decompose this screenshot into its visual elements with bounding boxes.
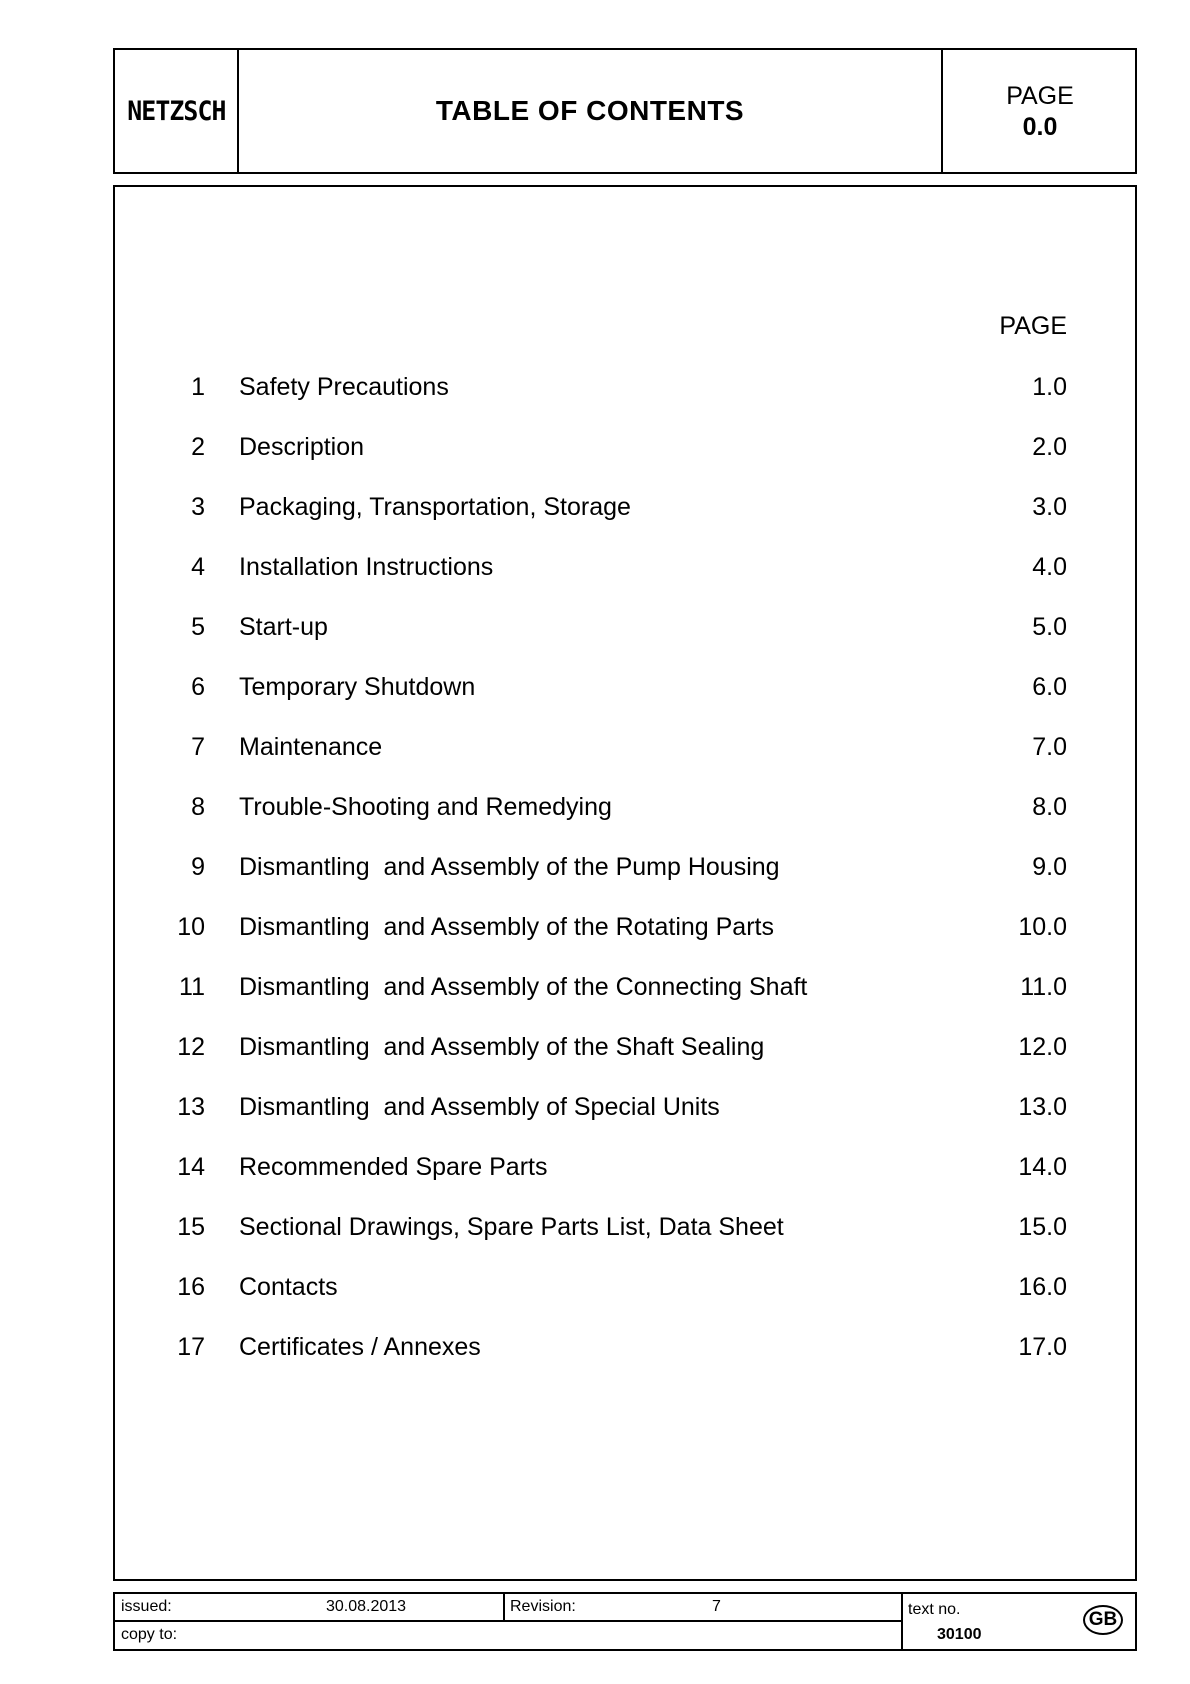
footer-divider-vertical bbox=[901, 1594, 903, 1649]
toc-number: 12 bbox=[177, 1033, 205, 1061]
toc-number: 17 bbox=[177, 1333, 205, 1361]
toc-entry-5[interactable] bbox=[115, 597, 1135, 657]
toc-entry-9[interactable] bbox=[115, 837, 1135, 897]
toc-entry-3[interactable] bbox=[115, 477, 1135, 537]
issued-date: 30.08.2013 bbox=[326, 1598, 407, 1615]
toc-page-ref: 5.0 bbox=[1032, 613, 1067, 641]
toc-entry-16[interactable] bbox=[115, 1257, 1135, 1317]
toc-title: Dismantling and Assembly of the Shaft Sealing bbox=[239, 1033, 765, 1061]
toc-page-column-heading: PAGE bbox=[999, 312, 1067, 340]
toc-page-ref: 14.0 bbox=[1018, 1153, 1067, 1181]
toc-number: 16 bbox=[177, 1273, 205, 1301]
toc-title: Dismantling and Assembly of the Connecting Shaft bbox=[239, 973, 808, 1001]
logo-cell bbox=[115, 50, 239, 172]
toc-page-ref: 9.0 bbox=[1032, 853, 1067, 881]
toc-entry-12[interactable] bbox=[115, 1017, 1135, 1077]
toc-page-ref: 11.0 bbox=[1020, 973, 1067, 1001]
toc-number: 10 bbox=[177, 913, 205, 941]
toc-page-ref: 17.0 bbox=[1018, 1333, 1067, 1361]
toc-number: 6 bbox=[191, 673, 205, 701]
toc-entry-2[interactable] bbox=[115, 417, 1135, 477]
revision-value: 7 bbox=[712, 1598, 721, 1615]
toc-page-ref: 7.0 bbox=[1032, 733, 1067, 761]
document-footer bbox=[113, 1592, 1137, 1651]
page-title: TABLE OF CONTENTS bbox=[435, 95, 745, 126]
toc-entry-11[interactable] bbox=[115, 957, 1135, 1017]
revision-label: Revision: bbox=[510, 1598, 576, 1615]
toc-entry-6[interactable] bbox=[115, 657, 1135, 717]
toc-number: 15 bbox=[177, 1213, 205, 1241]
toc-page-ref: 12.0 bbox=[1018, 1033, 1067, 1061]
toc-title: Dismantling and Assembly of the Rotating Parts bbox=[239, 913, 774, 941]
toc-title: Recommended Spare Parts bbox=[239, 1153, 548, 1181]
text-no-value: 30100 bbox=[937, 1626, 982, 1643]
language-badge: GB bbox=[1083, 1605, 1123, 1635]
toc-entry-15[interactable] bbox=[115, 1197, 1135, 1257]
toc-page-ref: 6.0 bbox=[1032, 673, 1067, 701]
toc-page-ref: 16.0 bbox=[1018, 1273, 1067, 1301]
footer-divider-horizontal bbox=[115, 1620, 901, 1622]
toc-entry-13[interactable] bbox=[115, 1077, 1135, 1137]
footer-divider-vertical bbox=[503, 1594, 505, 1621]
toc-number: 14 bbox=[177, 1153, 205, 1181]
toc-title: Dismantling and Assembly of the Pump Housing bbox=[239, 853, 780, 881]
page-number-cell bbox=[943, 50, 1137, 172]
toc-page-ref: 8.0 bbox=[1032, 793, 1067, 821]
issued-label: issued: bbox=[121, 1598, 172, 1615]
toc-entry-8[interactable] bbox=[115, 777, 1135, 837]
toc-page-ref: 4.0 bbox=[1032, 553, 1067, 581]
toc-entry-7[interactable] bbox=[115, 717, 1135, 777]
document-header bbox=[113, 48, 1137, 174]
toc-body bbox=[113, 185, 1137, 1581]
toc-title: Sectional Drawings, Spare Parts List, Data Sheet bbox=[239, 1213, 784, 1241]
toc-list bbox=[115, 357, 1135, 1377]
toc-title: Contacts bbox=[239, 1273, 338, 1301]
toc-title: Maintenance bbox=[239, 733, 383, 761]
toc-number: 8 bbox=[191, 793, 205, 821]
page-number: 0.0 bbox=[1022, 113, 1058, 141]
toc-number: 1 bbox=[191, 373, 205, 401]
text-no-label: text no. bbox=[908, 1601, 961, 1618]
toc-number: 9 bbox=[191, 853, 205, 881]
toc-number: 7 bbox=[191, 733, 205, 761]
toc-number: 11 bbox=[179, 973, 205, 1001]
toc-page-ref: 2.0 bbox=[1032, 433, 1067, 461]
toc-title: Dismantling and Assembly of Special Units bbox=[239, 1093, 720, 1121]
toc-title: Trouble-Shooting and Remedying bbox=[239, 793, 612, 821]
toc-number: 4 bbox=[191, 553, 205, 581]
toc-title: Installation Instructions bbox=[239, 553, 494, 581]
title-cell bbox=[239, 50, 943, 172]
toc-number: 2 bbox=[191, 433, 205, 461]
toc-title: Description bbox=[239, 433, 365, 461]
toc-title: Safety Precautions bbox=[239, 373, 449, 401]
toc-page-ref: 3.0 bbox=[1032, 493, 1067, 521]
toc-title: Temporary Shutdown bbox=[239, 673, 476, 701]
toc-number: 3 bbox=[191, 493, 205, 521]
toc-number: 5 bbox=[191, 613, 205, 641]
toc-number: 13 bbox=[177, 1093, 205, 1121]
toc-entry-10[interactable] bbox=[115, 897, 1135, 957]
toc-page-ref: 15.0 bbox=[1018, 1213, 1067, 1241]
toc-title: Packaging, Transportation, Storage bbox=[239, 493, 631, 521]
toc-title: Certificates / Annexes bbox=[239, 1333, 481, 1361]
copy-to-label: copy to: bbox=[121, 1626, 178, 1643]
toc-entry-4[interactable] bbox=[115, 537, 1135, 597]
toc-entry-14[interactable] bbox=[115, 1137, 1135, 1197]
toc-page-ref: 10.0 bbox=[1018, 913, 1067, 941]
toc-page-ref: 1.0 bbox=[1032, 373, 1067, 401]
toc-page-ref: 13.0 bbox=[1018, 1093, 1067, 1121]
page-label: PAGE bbox=[1006, 82, 1074, 110]
toc-entry-17[interactable] bbox=[115, 1317, 1135, 1377]
netzsch-logo: NETZSCH bbox=[126, 95, 226, 127]
toc-entry-1[interactable] bbox=[115, 357, 1135, 417]
toc-title: Start-up bbox=[239, 613, 328, 641]
